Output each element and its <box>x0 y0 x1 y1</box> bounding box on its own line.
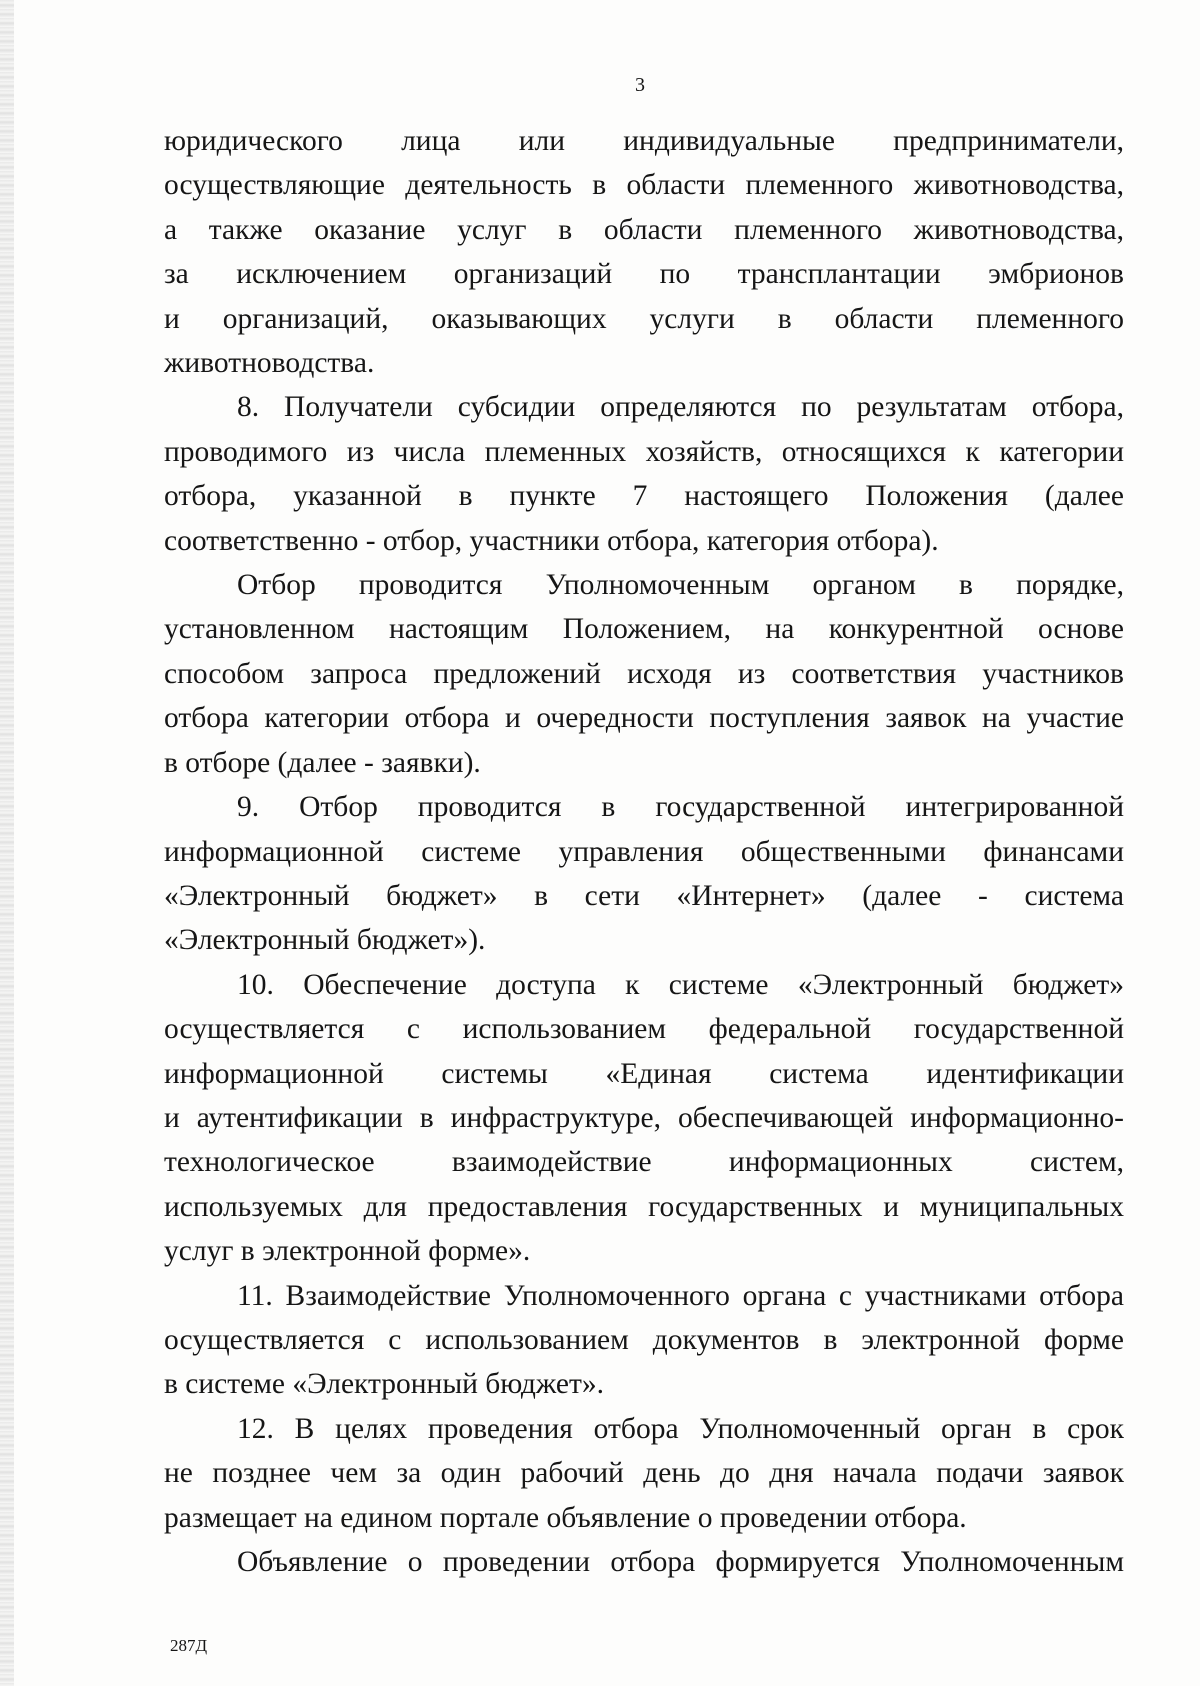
text-line: «Электронный бюджет» в сети «Интернет» (далее - система <box>164 879 1124 912</box>
text-line: за исключением организаций по трансплантации эмбрионов <box>164 258 1124 291</box>
text-line: осуществляется с использованием документов в электронной форме <box>164 1323 1124 1356</box>
text-line: в системе «Электронный бюджет». <box>164 1368 604 1401</box>
text-line: не позднее чем за один рабочий день до дня начала подачи заявок <box>164 1457 1124 1490</box>
text-line: Отбор проводится Уполномоченным органом в порядке, <box>237 569 1124 602</box>
text-line: используемых для предоставления государственных и муниципальных <box>164 1190 1124 1223</box>
text-line: 10. Обеспечение доступа к системе «Электронный бюджет» <box>237 968 1124 1001</box>
scan-edge <box>0 0 14 1686</box>
footer-code: 287Д <box>170 1636 208 1655</box>
document-body <box>164 119 1124 1584</box>
text-line: технологическое взаимодействие информационных систем, <box>164 1146 1124 1179</box>
text-line: услуг в электронной форме». <box>164 1235 531 1268</box>
text-line: и аутентификации в инфраструктуре, обеспечивающей информационно- <box>164 1101 1124 1134</box>
text-line: и организаций, оказывающих услуги в области племенного <box>164 302 1124 335</box>
text-line: «Электронный бюджет»). <box>164 924 486 957</box>
text-line: информационной системе управления общественными финансами <box>164 835 1124 868</box>
text-line: осуществляющие деятельность в области племенного животноводства, <box>164 169 1124 202</box>
text-line: соответственно - отбор, участники отбора, категория отбора). <box>164 524 939 557</box>
text-line: 8. Получатели субсидии определяются по результатам отбора, <box>237 391 1124 424</box>
text-line: информационной системы «Единая система идентификации <box>164 1057 1124 1090</box>
text-line: а также оказание услуг в области племенного животноводства, <box>164 213 1124 246</box>
text-line: отбора, указанной в пункте 7 настоящего Положения (далее <box>164 480 1124 513</box>
text-line: животноводства. <box>164 347 375 380</box>
text-line: 11. Взаимодействие Уполномоченного органа с участниками отбора <box>237 1279 1124 1312</box>
text-line: размещает на едином портале объявление о проведении отбора. <box>164 1501 967 1534</box>
text-line: в отборе (далее - заявки). <box>164 746 481 779</box>
text-line: проводимого из числа племенных хозяйств, относящихся к категории <box>164 435 1124 468</box>
text-line: 9. Отбор проводится в государственной интегрированной <box>237 791 1124 824</box>
text-line: Объявление о проведении отбора формируется Уполномоченным <box>237 1546 1124 1578</box>
text-line: установленном настоящим Положением, на конкурентной основе <box>164 613 1124 646</box>
text-line: юридического лица или индивидуальные предприниматели, <box>164 125 1124 157</box>
text-line: 12. В целях проведения отбора Уполномоченный орган в срок <box>237 1412 1124 1445</box>
text-line: осуществляется с использованием федеральной государственной <box>164 1013 1124 1046</box>
text-line: отбора категории отбора и очередности поступления заявок на участие <box>164 702 1124 735</box>
text-line: способом запроса предложений исходя из соответствия участников <box>164 657 1124 690</box>
page-number: 3 <box>635 74 645 96</box>
